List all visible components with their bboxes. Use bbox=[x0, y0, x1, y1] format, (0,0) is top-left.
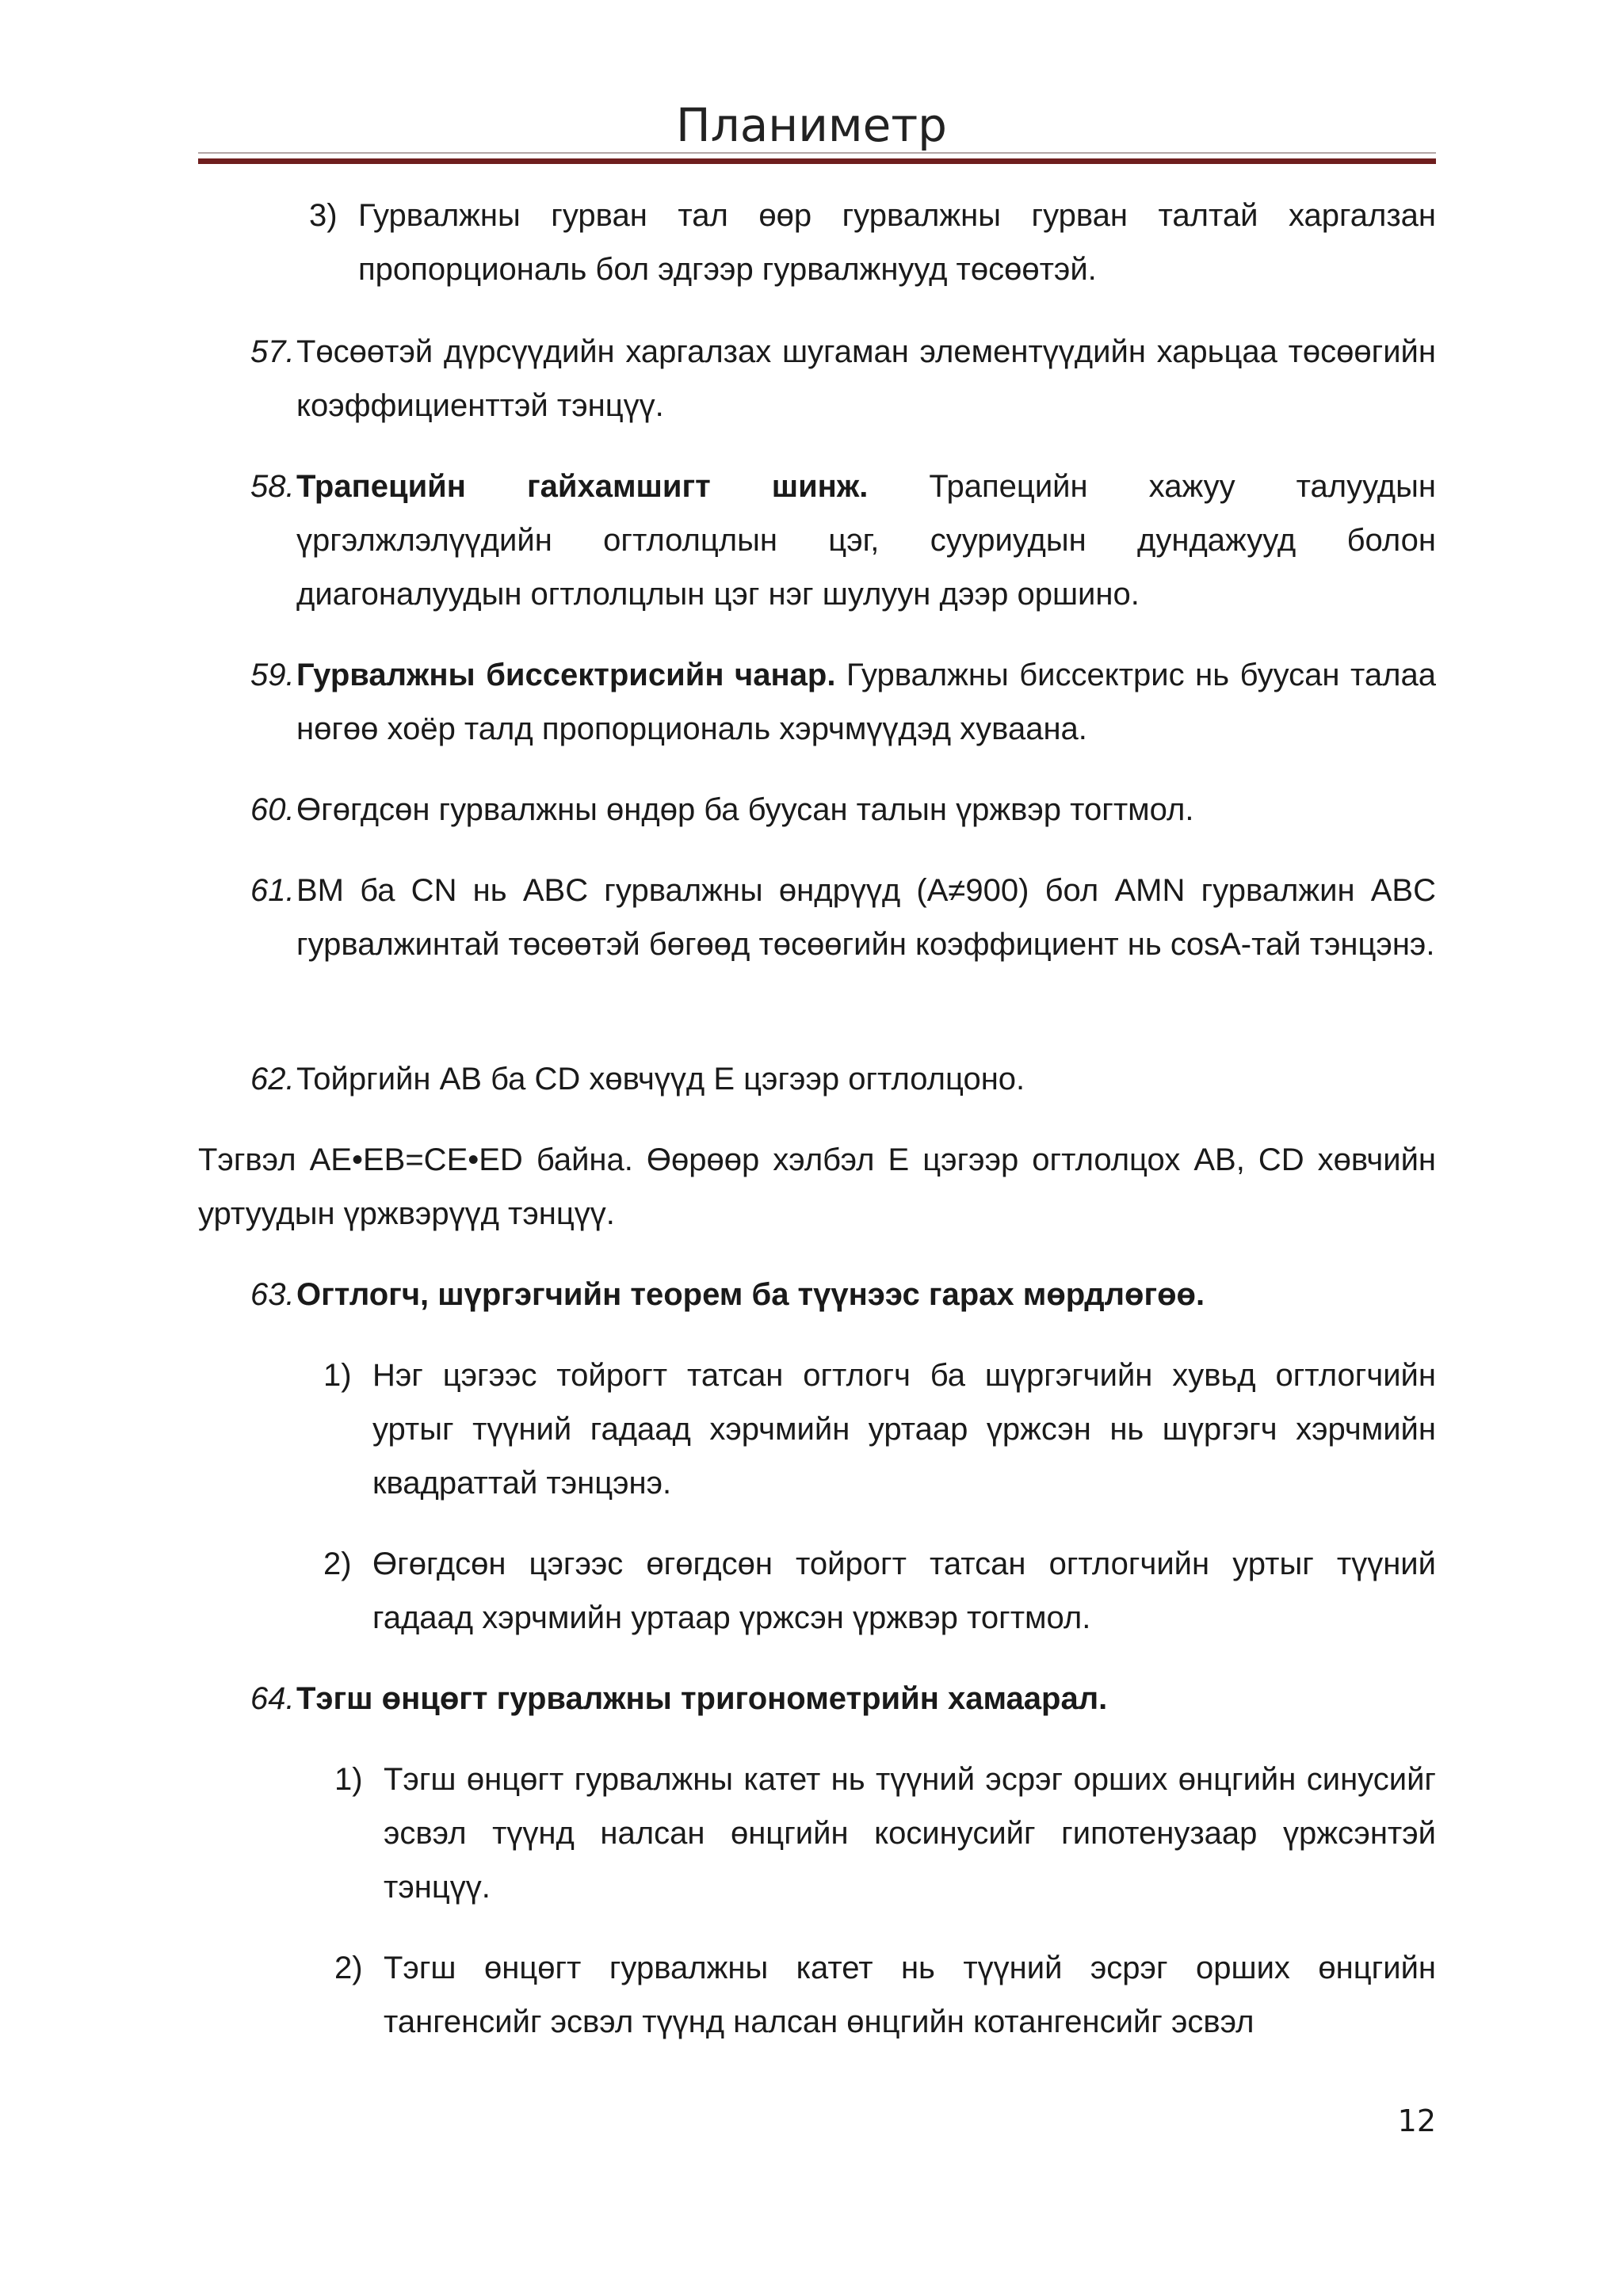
list-item-64-1 bbox=[334, 1753, 1436, 1914]
page-title: Планиметр bbox=[676, 98, 947, 152]
item-number: 2) bbox=[334, 1951, 363, 1985]
theorem-number: 57. bbox=[250, 334, 295, 369]
theorem-61 bbox=[250, 864, 1436, 971]
paragraph-text: Тэгвэл AE•EB=CE•ED байна. Өөрөөр хэлбэл E цэгээр огтлолцох AB, CD хөвчийн уртуудын үржвэрүүд тэнцүү. bbox=[198, 1142, 1436, 1231]
item-body: Тэгш өнцөгт гурвалжны катет нь түүний эсрэг орших өнцгийн синусийг эсвэл түүнд налсан өнцгийн косинусийг гипотенузаар үржсэнтэй тэнцүү. bbox=[384, 1762, 1436, 1905]
theorem-number: 58. bbox=[250, 469, 295, 504]
theorem-60 bbox=[250, 783, 1436, 837]
theorem-body: Өгөгдсөн гурвалжны өндөр ба буусан талын үржвэр тогтмол. bbox=[296, 792, 1194, 827]
theorem-number: 60. bbox=[250, 792, 295, 827]
list-item-3 bbox=[309, 189, 1436, 296]
theorem-57 bbox=[250, 325, 1436, 433]
header-rule-thin bbox=[198, 152, 1436, 154]
theorem-59 bbox=[250, 648, 1436, 756]
header-rule-thick bbox=[198, 158, 1436, 164]
theorem-text bbox=[296, 334, 1436, 423]
item-number: 1) bbox=[334, 1762, 363, 1797]
theorem-body: Төсөөтэй дүрсүүдийн харгалзах шугаман элементүүдийн харьцаа төсөөгийн коэффициенттэй тэнцүү. bbox=[296, 334, 1436, 423]
list-item-64-2 bbox=[334, 1941, 1436, 2049]
item-text bbox=[372, 1358, 1436, 1501]
theorem-text bbox=[296, 1277, 1205, 1312]
theorem-text bbox=[296, 469, 1436, 612]
theorem-number: 64. bbox=[250, 1681, 295, 1716]
theorem-text bbox=[296, 658, 1436, 746]
item-body: Тэгш өнцөгт гурвалжны катет нь түүний эсрэг орших өнцгийн тангенсийг эсвэл түүнд налсан өнцгийн котангенсийг эсвэл bbox=[384, 1951, 1436, 2039]
list-item-63-2 bbox=[323, 1537, 1436, 1645]
item-text bbox=[384, 1951, 1436, 2039]
theorem-body: Гурвалжны биссектрис нь буусан талаа нөгөө хоёр талд пропорциональ хэрчмүүдэд хуваана. bbox=[296, 658, 1436, 746]
theorem-number: 63. bbox=[250, 1277, 295, 1312]
page-number: 12 bbox=[1397, 2103, 1436, 2138]
theorem-body: Тойргийн AB ба CD хөвчүүд E цэгээр огтлолцоно. bbox=[296, 1062, 1025, 1097]
theorem-heading: Огтлогч, шүргэгчийн теорем ба түүнээс гарах мөрдлөгөө. bbox=[296, 1277, 1205, 1312]
item-body: Өгөгдсөн цэгээс өгөгдсөн тойрогт татсан огтлогчийн уртыг түүний гадаад хэрчмийн уртаар үржсэн үржвэр тогтмол. bbox=[372, 1547, 1436, 1635]
theorem-text bbox=[296, 1062, 1025, 1097]
theorem-58 bbox=[250, 460, 1436, 621]
theorem-text bbox=[296, 1681, 1107, 1716]
theorem-number: 62. bbox=[250, 1062, 295, 1097]
item-text bbox=[372, 1547, 1436, 1635]
item-body: Нэг цэгээс тойрогт татсан огтлогч ба шүргэгчийн хувьд огтлогчийн уртыг түүний гадаад хэрчмийн уртаар үржсэн нь шүргэгч хэрчмийн квадраттай тэнцэнэ. bbox=[372, 1358, 1436, 1501]
item-body: Гурвалжны гурван тал өөр гурвалжны гурван талтай харгалзан пропорциональ бол эдгээр гурвалжнууд төсөөтэй. bbox=[358, 198, 1436, 287]
theorem-heading: Гурвалжны биссектрисийн чанар. bbox=[296, 658, 836, 692]
item-text bbox=[358, 198, 1436, 287]
theorem-62 bbox=[250, 1052, 1436, 1106]
item-text bbox=[384, 1762, 1436, 1905]
list-item-63-1 bbox=[323, 1348, 1436, 1510]
theorem-text bbox=[296, 873, 1436, 962]
theorem-heading: Тэгш өнцөгт гурвалжны тригонометрийн хамаарал. bbox=[296, 1681, 1108, 1716]
theorem-63 bbox=[250, 1268, 1436, 1322]
theorem-body: Трапецийн хажуу талуудын үргэлжлэлүүдийн огтлолцлын цэг, сууриудын дундажууд болон диагоналуудын огтлолцлын цэг нэг шулуун дээр оршино. bbox=[296, 469, 1436, 612]
item-number: 2) bbox=[323, 1547, 352, 1581]
theorem-body: BM ба CN нь ABC гурвалжны өндрүүд (A≠900) бол AMN гурвалжин ABC гурвалжинтай төсөөтэй бөгөөд төсөөгийн коэффициент нь cosA-тай тэнцэнэ. bbox=[296, 873, 1436, 962]
theorem-62-paragraph bbox=[198, 1133, 1436, 1241]
theorem-text bbox=[296, 792, 1193, 827]
theorem-number: 61. bbox=[250, 873, 295, 908]
theorem-heading: Трапецийн гайхамшигт шинж. bbox=[296, 469, 869, 504]
item-number: 1) bbox=[323, 1358, 352, 1393]
item-number: 3) bbox=[309, 198, 338, 233]
theorem-number: 59. bbox=[250, 658, 295, 692]
theorem-64 bbox=[250, 1672, 1436, 1726]
